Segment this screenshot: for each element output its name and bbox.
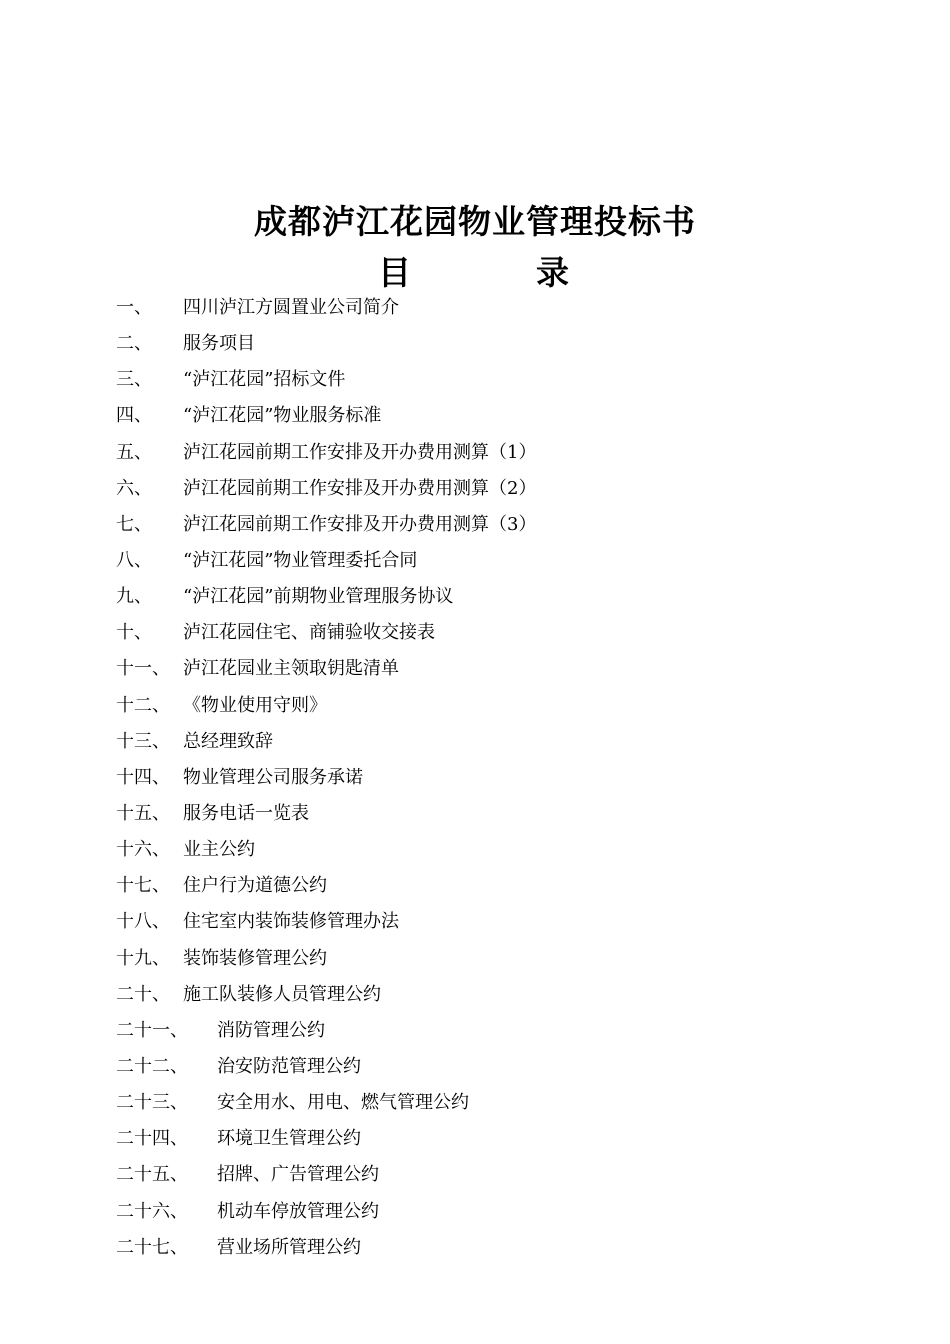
toc-item bbox=[116, 543, 896, 579]
toc-item-title: 泸江花园前期工作安排及开办费用测算（1） bbox=[183, 441, 537, 463]
toc-item-title: 服务项目 bbox=[183, 333, 255, 355]
toc-item-title: 机动车停放管理公约 bbox=[217, 1200, 379, 1222]
toc-item-title: 《物业使用守则》 bbox=[183, 694, 327, 716]
toc-item bbox=[116, 832, 896, 868]
toc-item-title: “泸江花园”招标文件 bbox=[183, 369, 346, 391]
toc-item-title: 住户行为道德公约 bbox=[183, 875, 327, 897]
toc-item-number: 二、 bbox=[116, 333, 152, 355]
toc-item-title: 泸江花园前期工作安排及开办费用测算（2） bbox=[183, 477, 537, 499]
toc-item bbox=[116, 1121, 896, 1157]
toc-item-title: 施工队装修人员管理公约 bbox=[183, 983, 381, 1005]
toc-item bbox=[116, 290, 896, 326]
toc-item-number: 十七、 bbox=[116, 875, 170, 897]
toc-item bbox=[116, 615, 896, 651]
toc-item bbox=[116, 1013, 896, 1049]
toc-item bbox=[116, 362, 896, 398]
toc-item-number: 五、 bbox=[116, 441, 152, 463]
toc-heading-char-2: 录 bbox=[536, 253, 569, 292]
toc-item bbox=[116, 941, 896, 977]
toc-item-number: 十、 bbox=[116, 622, 152, 644]
toc-item-number: 十三、 bbox=[116, 730, 170, 752]
toc-item-title: “泸江花园”前期物业管理服务协议 bbox=[183, 586, 454, 608]
toc-item-number: 四、 bbox=[116, 405, 152, 427]
toc-item-number: 二十七、 bbox=[116, 1236, 188, 1258]
toc-item bbox=[116, 326, 896, 362]
toc-item-number: 八、 bbox=[116, 549, 152, 571]
toc-item-title: “泸江花园”物业管理委托合同 bbox=[183, 549, 418, 571]
toc-item-title: 业主公约 bbox=[183, 839, 255, 861]
toc-item-number: 十四、 bbox=[116, 766, 170, 788]
toc-item-title: 环境卫生管理公约 bbox=[217, 1128, 361, 1150]
toc-item bbox=[116, 904, 896, 940]
toc-item-number: 三、 bbox=[116, 369, 152, 391]
toc-item-number: 十八、 bbox=[116, 911, 170, 933]
toc-item-title: 营业场所管理公约 bbox=[217, 1236, 361, 1258]
toc-item-title: 安全用水、用电、燃气管理公约 bbox=[217, 1092, 469, 1114]
toc-heading-char-1: 目 bbox=[378, 253, 411, 292]
toc-item bbox=[116, 977, 896, 1013]
toc-item-number: 七、 bbox=[116, 513, 152, 535]
toc-item-title: 泸江花园业主领取钥匙清单 bbox=[183, 658, 399, 680]
toc-item bbox=[116, 1230, 896, 1266]
toc-item-title: “泸江花园”物业服务标准 bbox=[183, 405, 382, 427]
toc-item-number: 一、 bbox=[116, 297, 152, 318]
toc-item-number: 二十三、 bbox=[116, 1092, 188, 1114]
toc-item bbox=[116, 579, 896, 615]
toc-item-number: 二十四、 bbox=[116, 1128, 188, 1150]
toc-item-title: 泸江花园前期工作安排及开办费用测算（3） bbox=[183, 513, 537, 535]
table-of-contents bbox=[116, 290, 896, 1266]
toc-item-title: 服务电话一览表 bbox=[183, 802, 309, 824]
toc-item bbox=[116, 1085, 896, 1121]
toc-item-number: 二十五、 bbox=[116, 1164, 188, 1186]
toc-item-title: 治安防范管理公约 bbox=[217, 1055, 361, 1077]
toc-item-number: 十九、 bbox=[116, 947, 170, 969]
toc-item-title: 物业管理公司服务承诺 bbox=[183, 766, 363, 788]
toc-item-number: 二十二、 bbox=[116, 1055, 188, 1077]
toc-item bbox=[116, 435, 896, 471]
toc-item-number: 十一、 bbox=[116, 658, 170, 680]
toc-item-title: 总经理致辞 bbox=[183, 730, 273, 752]
toc-item-title: 四川泸江方圆置业公司简介 bbox=[183, 297, 399, 318]
toc-item bbox=[116, 868, 896, 904]
toc-item-number: 六、 bbox=[116, 477, 152, 499]
toc-item-number: 十五、 bbox=[116, 802, 170, 824]
toc-item bbox=[116, 507, 896, 543]
toc-item bbox=[116, 651, 896, 687]
toc-item bbox=[116, 1049, 896, 1085]
toc-item-number: 十二、 bbox=[116, 694, 170, 716]
toc-item bbox=[116, 398, 896, 434]
toc-item bbox=[116, 760, 896, 796]
toc-item bbox=[116, 688, 896, 724]
toc-item-title: 装饰装修管理公约 bbox=[183, 947, 327, 969]
document-title: 成都泸江花园物业管理投标书 bbox=[254, 202, 696, 241]
toc-item-number: 二十、 bbox=[116, 983, 170, 1005]
toc-item-number: 二十六、 bbox=[116, 1200, 188, 1222]
toc-item-title: 消防管理公约 bbox=[217, 1019, 325, 1041]
toc-item-number: 十六、 bbox=[116, 839, 170, 861]
toc-item bbox=[116, 796, 896, 832]
toc-item-title: 住宅室内装饰装修管理办法 bbox=[183, 911, 399, 933]
toc-item bbox=[116, 1157, 896, 1193]
toc-item-number: 九、 bbox=[116, 586, 152, 608]
toc-item-number: 二十一、 bbox=[116, 1019, 188, 1041]
toc-item bbox=[116, 1194, 896, 1230]
toc-item-title: 招牌、广告管理公约 bbox=[217, 1164, 379, 1186]
toc-item-title: 泸江花园住宅、商铺验收交接表 bbox=[183, 622, 435, 644]
toc-item bbox=[116, 471, 896, 507]
toc-item bbox=[116, 724, 896, 760]
